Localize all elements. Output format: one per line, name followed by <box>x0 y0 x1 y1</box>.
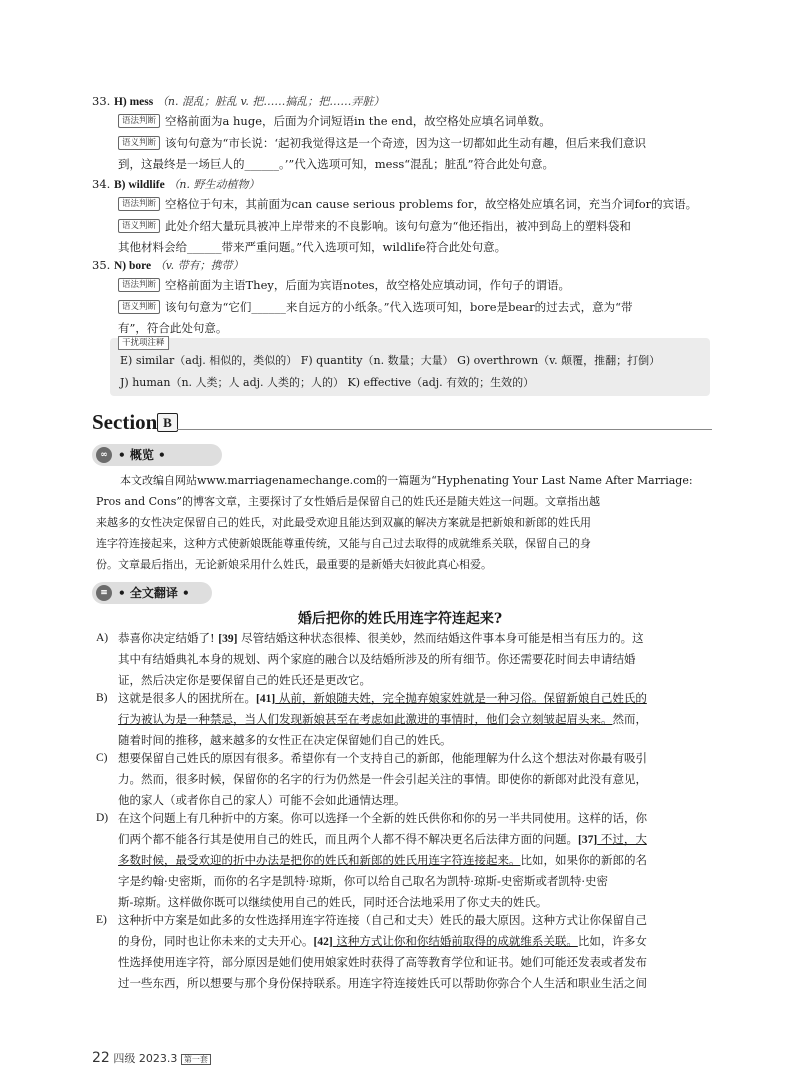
distractor-line: E) similar（adj. 相似的，类似的） F) quantity（n. 数量；大量） G) overthrown（v. 颠覆，推翻；打倒） <box>120 354 661 367</box>
analysis-text: 有”，符合此处句意。 <box>118 321 228 335</box>
question-ref: [42] <box>313 936 333 948</box>
analysis-line <box>118 133 710 154</box>
overview-paragraph <box>96 470 710 575</box>
translation-label-text: • 全文翻译 • <box>118 586 190 600</box>
question-ref: [41] <box>256 693 276 705</box>
set-badge: 第一套 <box>181 1054 211 1065</box>
paragraph-line <box>118 829 647 851</box>
analysis-text: 空格位于句末，其前面为can cause serious problems for，故空格处应填名词，充当介词for的宾语。 <box>165 197 698 211</box>
paragraph-line <box>118 931 647 953</box>
distractor-line: J) human（n. 人类；人 adj. 人类的；人的） K) effective（adj. 有效的；生效的） <box>120 376 535 389</box>
overview-line: 本文改编自网站www.marriagenamechange.com的一篇题为“Hyphenating Your Last Name After Marriage: <box>120 474 693 487</box>
paragraph-text: 们两个都不能各行其是使用自己的姓氏，而且两个人都不得不解决更名后法律方面的问题。 <box>118 832 578 846</box>
paragraph-line <box>118 649 636 670</box>
translation-label <box>92 582 212 604</box>
analysis-text: 该句句意为“市长说：‘起初我觉得这是一个奇迹，因为这一切都如此生动有趣，但后来我们意识 <box>165 136 647 150</box>
analysis-text: 空格前面为a huge，后面为介词短语in the end，故空格处应填名词单数。 <box>165 114 551 128</box>
analysis-line <box>118 216 710 237</box>
paragraph-line <box>118 769 647 790</box>
grammar-tag: 语法判断 <box>118 114 160 128</box>
infinity-icon: ∞ <box>96 447 112 463</box>
item-answer: N) bore <box>113 260 152 272</box>
translation-paragraph <box>96 748 712 811</box>
page-number: 22 <box>92 1050 110 1066</box>
overview-line: 份。文章最后指出，无论新娘采用什么姓氏，最重要的是新婚夫妇彼此真心相爱。 <box>96 558 492 571</box>
paragraph-line <box>118 973 647 994</box>
page-footer <box>92 1050 211 1066</box>
paragraph-text: 字是约翰·史密斯，而你的名字是凯特·琼斯，你可以给自己取名为凯特·琼斯-史密斯或者凯特·史密 <box>118 874 609 888</box>
analysis-text: 该句句意为“它们______来自远方的小纸条。”代入选项可知，bore是bear的过去式，意为“带 <box>165 300 633 314</box>
item-gloss: （n. 混乱；脏乱 v. 把……搞乱；把……弄脏） <box>156 95 385 108</box>
item-answer: B) wildlife <box>113 179 165 191</box>
analysis-text: 其他材料会给______带来严重问题。”代入选项可知，wildlife符合此处句意。 <box>118 240 507 254</box>
overview-line: 连字符连接起来，这种方式使新娘既能尊重传统，又能与自己过去取得的成就维系关联，保留自己的身 <box>96 537 591 550</box>
question-ref: [39] <box>218 633 238 645</box>
translation-paragraph <box>96 910 712 994</box>
paragraph-line <box>118 688 647 710</box>
grammar-tag: 语法判断 <box>118 197 160 211</box>
underlined-text: 多数时候，最受欢迎的折中办法是把你的姓氏和新郎的姓氏用连字符连接起来。 <box>118 853 521 867</box>
underlined-text: 不过，大 <box>597 832 647 846</box>
analysis-line <box>118 275 710 296</box>
grammar-tag: 语法判断 <box>118 278 160 292</box>
paragraph-text: 其中有结婚典礼本身的规划、两个家庭的融合以及结婚所涉及的所有细节。你还需要花时间去申请结婚 <box>118 652 636 666</box>
section-divider <box>177 429 712 430</box>
analysis-text: 此处介绍大量玩具被冲上岸带来的不良影响。该句句意为“他还指出，被冲到岛上的塑料袋和 <box>165 219 631 233</box>
overview-label <box>92 444 222 466</box>
analysis-line <box>118 111 710 132</box>
paragraph-text: 比如，许多女 <box>577 934 647 948</box>
paragraph-text: 然而， <box>612 712 647 726</box>
semantic-tag: 语义判断 <box>118 136 160 150</box>
analysis-line <box>118 297 710 318</box>
paragraph-text: 想要保留自己姓氏的原因有很多。希望你有一个支持自己的新郎，他能理解为什么这个想法对你最有吸引 <box>118 751 647 765</box>
underlined-text: 从前，新娘随夫姓，完全抛弃娘家姓就是一种习俗。保留新娘自己姓氏的 <box>275 691 647 705</box>
paragraph-text: 斯-琼斯。这样做你既可以继续使用自己的姓氏，同时还合法地采用了你丈夫的姓氏。 <box>118 895 548 909</box>
analysis-line <box>118 237 710 258</box>
analysis-line <box>118 154 710 175</box>
paragraph-text: 力。然而，很多时候，保留你的名字的行为仍然是一件会引起关注的事情。即使你的新郎对此没有意见， <box>118 772 647 786</box>
paragraph-text: 比如，如果你的新郎的名 <box>520 853 647 867</box>
paragraph-letter: C) <box>96 752 108 764</box>
paragraph-text: 这就是很多人的困扰所在。 <box>118 691 256 705</box>
journal-issue: 四级 2023.3 <box>113 1052 178 1065</box>
overview-label-text: • 概览 • <box>118 448 166 462</box>
paragraph-line <box>118 709 647 730</box>
item-number: 35. <box>92 258 111 272</box>
semantic-tag: 语义判断 <box>118 300 160 314</box>
distractor-tag: 干扰项注释 <box>118 336 169 350</box>
paragraph-text: 他的家人（或者你自己的家人）可能不会如此通情达理。 <box>118 793 406 807</box>
paragraph-text: 在这个问题上有几种折中的方案。你可以选择一个全新的姓氏供你和你的另一半共同使用。这样的话，你 <box>118 811 647 825</box>
analysis-text: 空格前面为主语They，后面为宾语notes，故空格处应填动词，作句子的谓语。 <box>165 278 571 292</box>
overview-line: 来越多的女性决定保留自己的姓氏，对此最受欢迎且能达到双赢的解决方案就是把新娘和新郎的姓氏用 <box>96 516 591 529</box>
paragraph-text: 恭喜你决定结婚了! <box>118 631 219 645</box>
semantic-tag: 语义判断 <box>118 219 160 233</box>
paragraph-letter: D) <box>96 812 109 824</box>
paragraph-letter: B) <box>96 692 108 704</box>
paragraph-line <box>118 871 608 892</box>
paragraph-text: 性选择使用连字符，部分原因是她们使用娘家姓时获得了高等教育学位和证书。她们可能还发表或者发布 <box>118 955 647 969</box>
translation-paragraph <box>96 808 712 913</box>
paragraph-letter: E) <box>96 914 107 926</box>
paragraph-text: 这种折中方案是如此多的女性选择用连字符连接（自己和丈夫）姓氏的最大原因。这种方式让你保留自己 <box>118 913 647 927</box>
item-gloss: （v. 带有；携带） <box>154 259 244 272</box>
item-gloss: （n. 野生动植物） <box>168 178 260 191</box>
translation-paragraph <box>96 688 712 751</box>
translation-paragraph <box>96 628 712 691</box>
paragraph-line <box>118 628 644 650</box>
item-35-head <box>92 257 244 273</box>
paragraph-line <box>118 748 647 769</box>
paragraph-line <box>118 910 647 931</box>
item-34-head <box>92 176 259 192</box>
analysis-line <box>118 194 710 215</box>
underlined-text: 这种方式让你和你结婚前取得的成就维系关联。 <box>332 934 578 948</box>
translation-title: 婚后把你的姓氏用连字符连起来? <box>297 611 503 627</box>
section-title: Section <box>92 410 158 434</box>
item-33-head <box>92 93 384 109</box>
menu-icon: ≡ <box>96 585 112 601</box>
analysis-line <box>118 318 710 339</box>
paragraph-text: 尽管结婚这种状态很棒、很美妙，然而结婚这件事本身可能是相当有压力的。这 <box>237 631 644 645</box>
underlined-text: 行为被认为是一种禁忌，当人们发现新娘甚至在考虑如此激进的事情时，他们会立刻皱起眉头来。 <box>118 712 613 726</box>
paragraph-line <box>118 952 647 973</box>
question-ref: [37] <box>578 834 598 846</box>
section-letter-icon: B <box>157 413 178 432</box>
item-number: 34. <box>92 177 111 191</box>
overview-line: Pros and Cons”的博客文章，主要探讨了女性婚后是保留自己的姓氏还是随夫姓这一问题。文章指出越 <box>96 495 600 508</box>
paragraph-text: 随着时间的推移，越来越多的女性正在决定保留她们自己的姓氏。 <box>118 733 452 747</box>
paragraph-line <box>118 850 647 871</box>
item-answer: H) mess <box>113 96 154 108</box>
paragraph-letter: A) <box>96 632 109 644</box>
paragraph-line <box>118 808 647 829</box>
paragraph-text: 证，然后决定你是要保留自己的姓氏还是更改它。 <box>118 673 371 687</box>
item-number: 33. <box>92 94 111 108</box>
paragraph-text: 的身份，同时也让你未来的丈夫开心。 <box>118 934 314 948</box>
paragraph-text: 过一些东西，所以想要与那个身份保持联系。用连字符连接姓氏可以帮助你弥合个人生活和职业生活之间 <box>118 976 647 990</box>
analysis-text: 到，这最终是一场巨人的______。’”代入选项可知，mess“混乱；脏乱”符合此处句意。 <box>118 157 555 171</box>
